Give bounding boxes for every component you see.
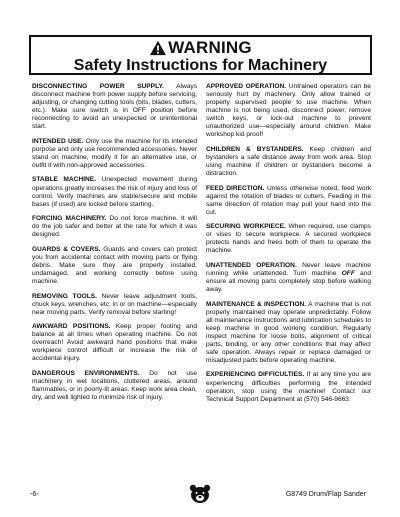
section-disconnecting-power: DISCONNECTING POWER SUPPLY. Always disconnect machine from power supply before servicing, adjusting, or changing cutting tools (bits, blades, cutters, etc.). Make sure switch is in OFF position before reconnecting to avoid an unexpected or unintentional start. (32, 83, 197, 131)
section-children-bystanders: CHILDREN & BYSTANDERS. Keep children and bystanders a safe distance away from work area. Stop using machine if children or bystanders become a distraction. (206, 145, 371, 177)
section-unattended-operation: UNATTENDED OPERATION. Never leave machine running while unattended. Turn machine OFF and ensure all moving parts completely stop before walking away. (206, 261, 371, 294)
section-maintenance-inspection: MAINTENANCE & INSPECTION. A machine that is not properly maintained may operate unpredictably. Follow all maintenance instructions and lubrication schedules to keep machine in good working condition. Regularly inspect machine for loose bolts, alignment of critical parts, binding, or any other conditions that may affect safe operation. Always repair or replace damaged or misadjusted parts before operating machine. (206, 300, 372, 364)
section-feed-direction: FEED DIRECTION. Unless otherwise noted, feed work against the rotation of blades or cutters. Feeding in the same direction of rotation may pull your hand into the cut. (206, 184, 371, 216)
section-intended-use: INTENDED USE. Only use the machine for its intended purpose and only use recommended accessories. Never stand on machine, modify it for an alternative use, or outfit it with non-approved accessories. (32, 137, 198, 169)
right-column (206, 83, 371, 410)
page-number: -6- (30, 491, 39, 498)
page-title: Safety Instructions for Machinery (73, 57, 328, 74)
section-experiencing-difficulties: EXPERIENCING DIFFICULTIES. If at any time you are experiencing difficulties performing the intended operation, stop using the machine! Contact our Technical Support Department at (570) 546-9663. (206, 371, 371, 403)
warning-word: WARNING (168, 38, 252, 57)
section-forcing-machinery: FORCING MACHINERY. Do not force machine. It will do the job safer and better at the rate for which it was designed. (32, 215, 197, 239)
bear-logo-icon (188, 484, 212, 504)
section-approved-operation: APPROVED OPERATION. Untrained operators can be seriously hurt by machinery. Only allow trained or properly supervised people to use machine. When machine is not being used, disconnect power, remove switch keys, or lock-out machine to prevent unauthorized use—especially around children. Make workshop kid proof! (206, 83, 371, 139)
section-awkward-positions: AWKWARD POSITIONS. Keep proper footing and balance at all times when operating machine. Do not overreach! Avoid awkward hand positions that make workpiece control difficult or increase the risk of accidental injury. (32, 323, 197, 363)
section-stable-machine: STABLE MACHINE. Unexpected movement during operations greatly increases the risk of injury and loss of control. Verify machines are stable/secure and mobile bases (if used) are locked before starting. (32, 176, 197, 208)
section-dangerous-environments: DANGEROUS ENVIRONMENTS. Do not use machinery in wet locations, cluttered areas, around flammables, or in poorly-lit areas. Keep work area clean, dry, and well lighted to minimize risk of injury. (32, 369, 197, 402)
warning-header-box (29, 35, 372, 75)
section-removing-tools: REMOVING TOOLS. Never leave adjustment tools, chuck keys, wrenches, etc. in or on machine—especially near moving parts. Verify removal before starting! (32, 292, 197, 316)
footer-model: G8749 Drum/Flap Sander (285, 491, 366, 498)
warning-triangle-icon (149, 40, 167, 56)
warning-line (31, 38, 370, 57)
section-securing-workpiece: SECURING WORKPIECE. When required, use clamps or vises to secure workpiece. A secured workpiece protects hands and frees both of them to operate the machine. (206, 223, 371, 255)
section-guards-covers: GUARDS & COVERS. Guards and covers can protect you from accidental contact with moving parts or flying debris. Make sure they are properly installed, undamaged, and working correctly before using machine. (32, 245, 197, 285)
left-column (32, 83, 197, 409)
